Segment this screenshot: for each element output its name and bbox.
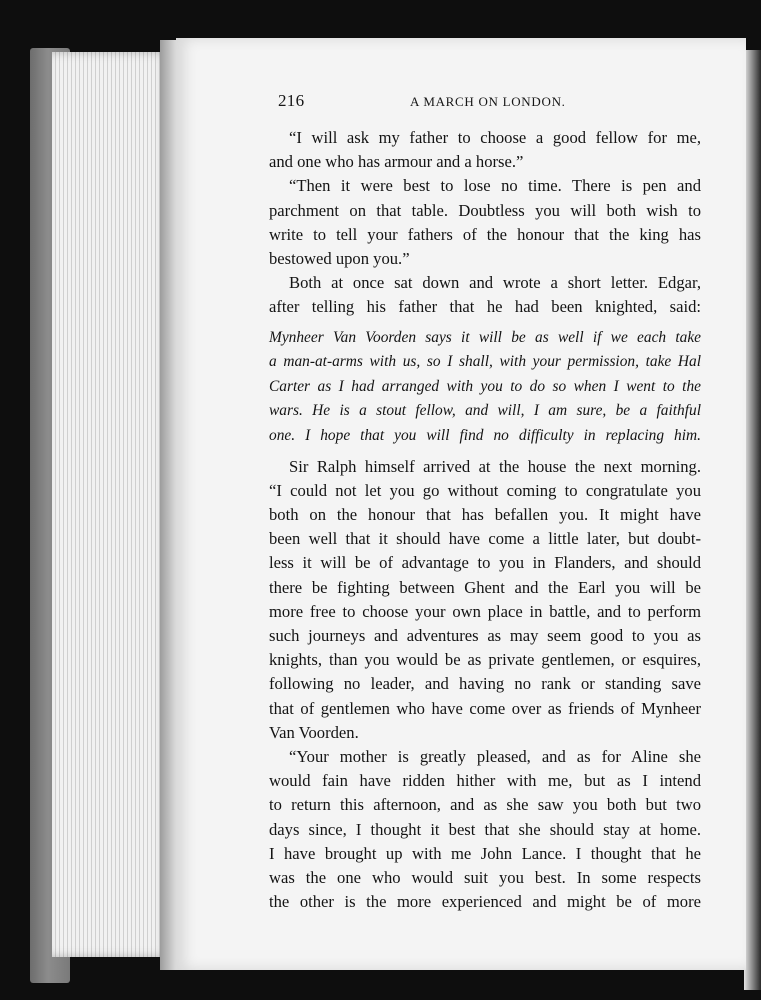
text-line: Sir Ralph himself arrived at the house the next morning. [289, 456, 701, 476]
text-line: the other is the more experienced and might be of more [269, 892, 701, 912]
page-number: 216 [278, 91, 305, 110]
text-line: knights, than you would be as private gentlemen, or esquires, [269, 650, 701, 670]
text-line: “Your mother is greatly pleased, and as for Aline she [289, 747, 701, 767]
letter-line: wars. He is a stout fellow, and will, I am sure, be a faithful [269, 402, 701, 420]
page-header [278, 91, 698, 117]
text-line: there be fighting between Ghent and the Earl you will be [269, 577, 701, 597]
text-line: bestowed upon you.” [269, 249, 410, 269]
text-line: would fain have ridden hither with me, but as I intend [269, 771, 701, 791]
letter-line: Carter as I had arranged with you to do so when I went to the [269, 377, 701, 395]
book-page [176, 38, 746, 970]
text-line: “I will ask my father to choose a good fellow for me, [289, 128, 701, 147]
paragraph-4 [269, 455, 701, 745]
book-page-edges [52, 52, 170, 957]
text-line: after telling his father that he had been knighted, said: [269, 297, 701, 317]
text-line: more free to choose your own place in battle, and to perform [269, 601, 701, 621]
text-line: I have brought up with me John Lance. I thought that he [269, 843, 701, 863]
text-line: days since, I thought it best that she should stay at home. [269, 819, 701, 839]
text-line: been well that it should have come a little later, but doubt- [269, 529, 701, 549]
text-line: following no leader, and having no rank or standing save [269, 674, 701, 694]
paragraph-5 [269, 745, 701, 914]
running-head: A MARCH ON LONDON. [410, 94, 566, 109]
text-line: Both at once sat down and wrote a short letter. Edgar, [289, 273, 701, 293]
facing-page-edge [744, 50, 761, 990]
letter-quote [269, 326, 701, 449]
letter-line: Mynheer Van Voorden says it will be as well if we each take [269, 328, 701, 346]
text-line: parchment on that table. Doubtless you will both wish to [269, 200, 701, 220]
text-line: to return this afternoon, and as she saw you both but two [269, 795, 701, 815]
paragraph-1 [269, 126, 701, 174]
letter-line: a man-at-arms with us, so I shall, with your permission, take Hal [269, 353, 701, 371]
text-line: Van Voorden. [269, 722, 359, 742]
letter-line: one. I hope that you will find no difficulty in replacing him. [269, 427, 701, 444]
text-line: was the one who would suit you best. In some respects [269, 868, 701, 888]
text-line: that of gentlemen who have come over as friends of Mynheer [269, 698, 701, 718]
paragraph-3 [269, 271, 701, 319]
body-text [269, 126, 701, 914]
text-line: both on the honour that has befallen you. It might have [269, 505, 701, 524]
text-line: such journeys and adventures as may seem good to you as [269, 626, 701, 646]
text-line: “I could not let you go without coming to congratulate you [269, 480, 701, 500]
text-line: “Then it were best to lose no time. There is pen and [289, 176, 701, 196]
text-line: write to tell your fathers of the honour that the king has [269, 224, 701, 244]
text-line: and one who has armour and a horse.” [269, 152, 524, 172]
text-line: less it will be of advantage to you in Flanders, and should [269, 553, 701, 573]
paragraph-2 [269, 174, 701, 271]
